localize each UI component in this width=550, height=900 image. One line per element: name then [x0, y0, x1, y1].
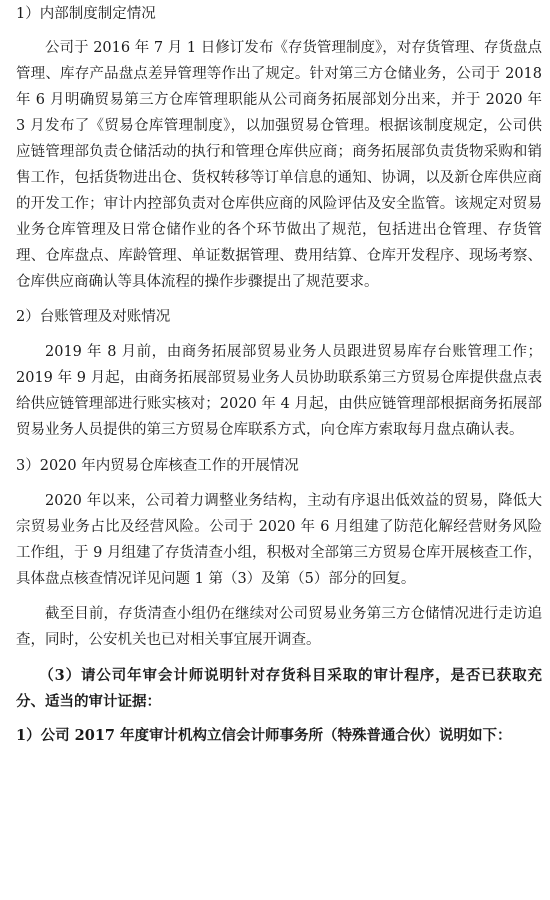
- section2-paragraph: 2019 年 8 月前，由商务拓展部贸易业务人员跟进贸易库存台账管理工作；2019 年 9 月起，由商务拓展部贸易业务人员协助联系第三方贸易仓库提供盘点表给供应链管理部进行账实核对；2020 年 4 月起，由供应链管理部根据商务拓展部贸易业务人员提供的第三方贸易仓库联系方式，向仓库方索取每月盘点确认表。: [16, 344, 542, 438]
- section3-paragraph-1: 2020 年以来，公司着力调整业务结构，主动有序退出低效益的贸易，降低大宗贸易业务占比及经营风险。公司于 2020 年 6 月组建了防范化解经营财务风险工作组，于 9 月组建了存货清查小组，积极对全部第三方贸易仓库开展核查工作，具体盘点核查情况详见问题 1 第（3）及第（5）部分的回复。: [16, 493, 542, 587]
- section3-paragraph-2: 截至目前，存货清查小组仍在继续对公司贸易业务第三方仓储情况进行走访追查，同时，公安机关也已对相关事宜展开调查。: [16, 606, 542, 648]
- answer-heading: 1）公司 2017 年度审计机构立信会计师事务所（特殊普通合伙）说明如下：: [16, 727, 512, 744]
- section3-heading: 3）2020 年内贸易仓库核查工作的开展情况: [16, 458, 299, 474]
- audit-question: （3）请公司年审会计师说明针对存货科目采取的审计程序，是否已获取充分、适当的审计证据：: [16, 667, 542, 710]
- section1-heading: 1）内部制度制定情况: [16, 6, 156, 22]
- section1-paragraph: 公司于 2016 年 7 月 1 日修订发布《存货管理制度》，对存货管理、存货盘点管理、库存产品盘点差异管理等作出了规定。针对第三方仓储业务，公司于 2018 年 6 月明确贸易第三方仓库管理职能从公司商务拓展部划分出来，并于 2020 年 3 月发布了《贸易仓库管理制度》，以加强贸易仓管理。根据该制度规定，公司供应链管理部负责仓储活动的执行和管理仓库供应商；商务拓展部负责货物采购和销售工作，包括货物进出仓、货权转移等订单信息的通知、协调，以及新仓库供应商的开发工作；审计内控部负责对仓库供应商的风险评估及安全监管。该规定对贸易业务仓库管理及日常仓储作业的各个环节做出了规范，包括进出仓管理、存货管理、仓库盘点、库龄管理、单证数据管理、费用结算、仓库开发程序、现场考察、仓库供应商确认等具体流程的操作步骤提出了规范要求。: [16, 40, 542, 290]
- section2-heading: 2）台账管理及对账情况: [16, 309, 171, 325]
- document-page: [0, 1, 550, 900]
